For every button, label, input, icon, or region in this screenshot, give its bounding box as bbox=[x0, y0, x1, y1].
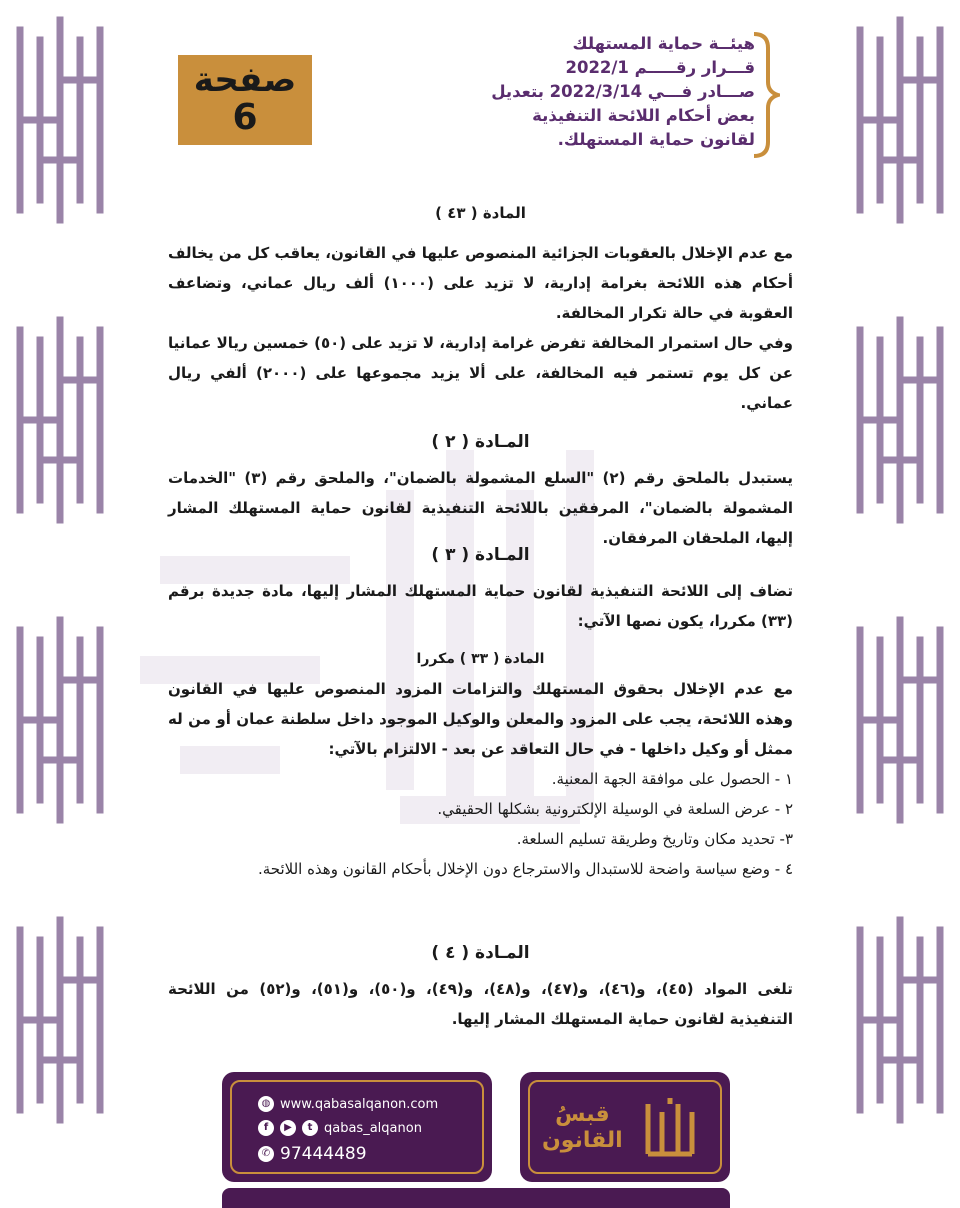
phone-row[interactable] bbox=[258, 1142, 438, 1166]
list-item: ١ - الحصول على موافقة الجهة المعنية. bbox=[551, 770, 793, 788]
article-title: المـادة ( ٤ ) bbox=[431, 943, 530, 963]
article-title: المـادة ( ٣ ) bbox=[431, 545, 530, 565]
page-number-badge bbox=[178, 55, 312, 145]
header-line: لقانون حماية المستهلك. bbox=[557, 130, 755, 149]
website-link[interactable]: www.qabasalqanon.com bbox=[280, 1096, 439, 1112]
left-ornament-border bbox=[0, 0, 118, 1200]
page-word: صفحة bbox=[193, 60, 297, 100]
list-item: ٤ - وضع سياسة واضحة للاستبدال والاسترجاع دون الإخلال بأحكام القانون وهذه اللائحة. bbox=[257, 860, 793, 878]
header-line: بعض أحكام اللائحة التنفيذية bbox=[532, 106, 755, 125]
article-4 bbox=[168, 938, 793, 1034]
brand-line: القانون bbox=[542, 1128, 623, 1153]
article-title: المـادة ( ٢ ) bbox=[431, 432, 530, 452]
article-2 bbox=[168, 427, 793, 553]
article-title: المادة ( ٤٣ ) bbox=[435, 204, 526, 222]
scales-logo-icon bbox=[640, 1094, 700, 1164]
decision-header bbox=[375, 32, 755, 152]
twitter-icon[interactable]: t bbox=[302, 1120, 318, 1136]
list-item: ٢ - عرض السلعة في الوسيلة الإلكترونية بشكلها الحقيقي. bbox=[437, 800, 793, 818]
header-line: هيئــة حماية المستهلك bbox=[572, 34, 755, 53]
page-number: 6 bbox=[232, 97, 258, 138]
article-paragraph: مع عدم الإخلال بالعقوبات الجزائية المنصوص عليها في القانون، يعاقب كل من يخالف أحكام هذه اللائحة بغرامة إدارية، لا تزيد على (١٠٠٠) ألف ريال عماني، وتضاعف العقوبة في حالة تكرار المخالفة. bbox=[168, 244, 794, 322]
sub-article-paragraph: مع عدم الإخلال بحقوق المستهلك والتزامات المزود المنصوص عليها في القانون وهذه اللائحة، يجب على المزود والمعلن والوكيل الموجود داخل سلطنة عمان أو من له ممثل أو وكيل داخلها - في حال التعاقد عن بعد - الالتزام بالآتي: bbox=[168, 680, 793, 758]
facebook-icon[interactable]: f bbox=[258, 1120, 274, 1136]
youtube-icon[interactable]: ▶ bbox=[280, 1120, 296, 1136]
article-paragraph: تلغى المواد (٤٥)، و(٤٦)، و(٤٧)، و(٤٨)، و(٤٩)، و(٥٠)، و(٥١)، و(٥٢) من اللائحة التنفيذية لقانون حماية المستهلك المشار إليها. bbox=[168, 980, 793, 1028]
brand-line: قبسُ bbox=[555, 1102, 610, 1127]
social-handle[interactable]: qabas_alqanon bbox=[324, 1120, 422, 1136]
header-line: قـــرار رقـــــم 2022/1 bbox=[565, 58, 755, 77]
article-paragraph: وفي حال استمرار المخالفة تفرض غرامة إدارية، لا تزيد على (٥٠) خمسين ريالا عمانيا عن كل يوم تستمر فيه المخالفة، على ألا يزيد مجموعها على (٢٠٠٠) ألفي ريال عماني. bbox=[168, 334, 793, 412]
footer-bottom-strip bbox=[222, 1188, 730, 1208]
phone-number[interactable]: 97444489 bbox=[280, 1144, 367, 1164]
header-line: صـــادر فـــي 2022/3/14 بتعديل bbox=[491, 82, 755, 101]
header-brace bbox=[748, 30, 780, 160]
globe-icon: ◍ bbox=[258, 1096, 274, 1112]
article-43 bbox=[168, 198, 793, 418]
phone-icon: ✆ bbox=[258, 1146, 274, 1162]
social-row[interactable] bbox=[258, 1116, 438, 1140]
article-paragraph: تضاف إلى اللائحة التنفيذية لقانون حماية المستهلك المشار إليها، مادة جديدة برقم (٣٣) مكررا، يكون نصها الآتي: bbox=[168, 582, 793, 630]
brand-name bbox=[542, 1102, 623, 1154]
contact-info bbox=[258, 1092, 438, 1166]
website-row[interactable] bbox=[258, 1092, 438, 1116]
logo-card bbox=[520, 1072, 730, 1182]
sub-article-title: المادة ( ٣٣ ) مكررا bbox=[416, 651, 545, 667]
contact-card bbox=[222, 1072, 492, 1182]
right-ornament-border bbox=[842, 0, 960, 1200]
list-item: ٣- تحديد مكان وتاريخ وطريقة تسليم السلعة. bbox=[516, 830, 793, 848]
article-paragraph: يستبدل بالملحق رقم (٢) "السلع المشمولة بالضمان"، والملحق رقم (٣) "الخدمات المشمولة بالضمان"، المرفقين باللائحة التنفيذية لقانون حماية المستهلك المشار إليها، الملحقان المرفقان. bbox=[168, 469, 793, 547]
article-3 bbox=[168, 540, 793, 884]
